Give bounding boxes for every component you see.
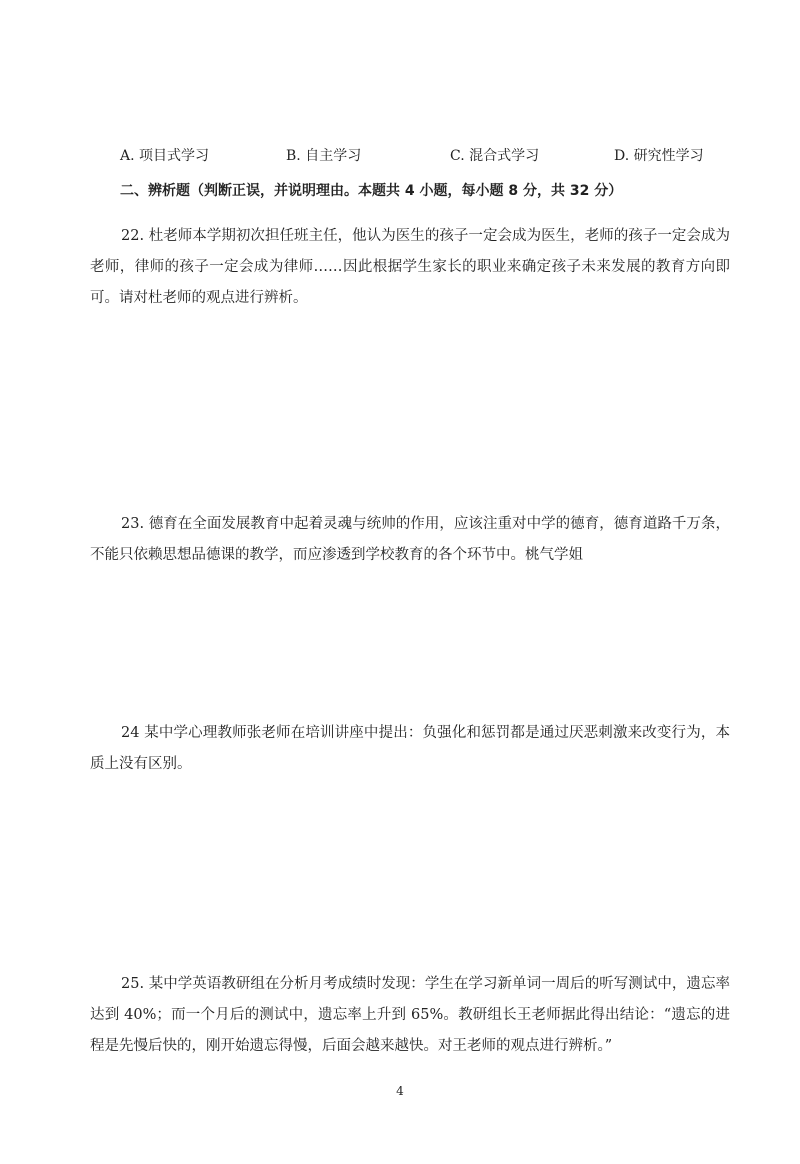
page-number: 4 [396,1084,404,1098]
section-heading: 二、辨析题（判断正误，并说明理由。本题共 4 小题，每小题 8 分，共 32 分） [120,183,623,199]
option-d: D. 研究性学习 [614,148,704,164]
option-c: C. 混合式学习 [450,148,540,164]
question-25: 25. 某中学英语教研组在分析月考成绩时发现：学生在学习新单词一周后的听写测试中，遗忘率达到 40%；而一个月后的测试中，遗忘率上升到 65%。教研组长王老师据此得出结论：“遗忘的进程是先慢后快的，刚开始遗忘得慢，后面会越来越快。对王老师的观点进行辨析。” [90,975,730,1054]
question-24: 24 某中学心理教师张老师在培训讲座中提出：负强化和惩罚都是通过厌恶刺激来改变行为，本质上没有区别。 [90,724,730,772]
question-22: 22. 杜老师本学期初次担任班主任，他认为医生的孩子一定会成为医生，老师的孩子一定会成为老师，律师的孩子一定会成为律师……因此根据学生家长的职业来确定孩子未来发展的教育方向即可。请对杜老师的观点进行辨析。 [90,227,730,306]
option-a: A. 项目式学习 [120,148,210,164]
question-23: 23. 德育在全面发展教育中起着灵魂与统帅的作用，应该注重对中学的德育，德育道路千万条，不能只依赖思想品德课的教学，而应渗透到学校教育的各个环节中。桃气学姐 [90,515,730,563]
answer-options-row [120,145,720,169]
option-b: B. 自主学习 [286,148,362,164]
